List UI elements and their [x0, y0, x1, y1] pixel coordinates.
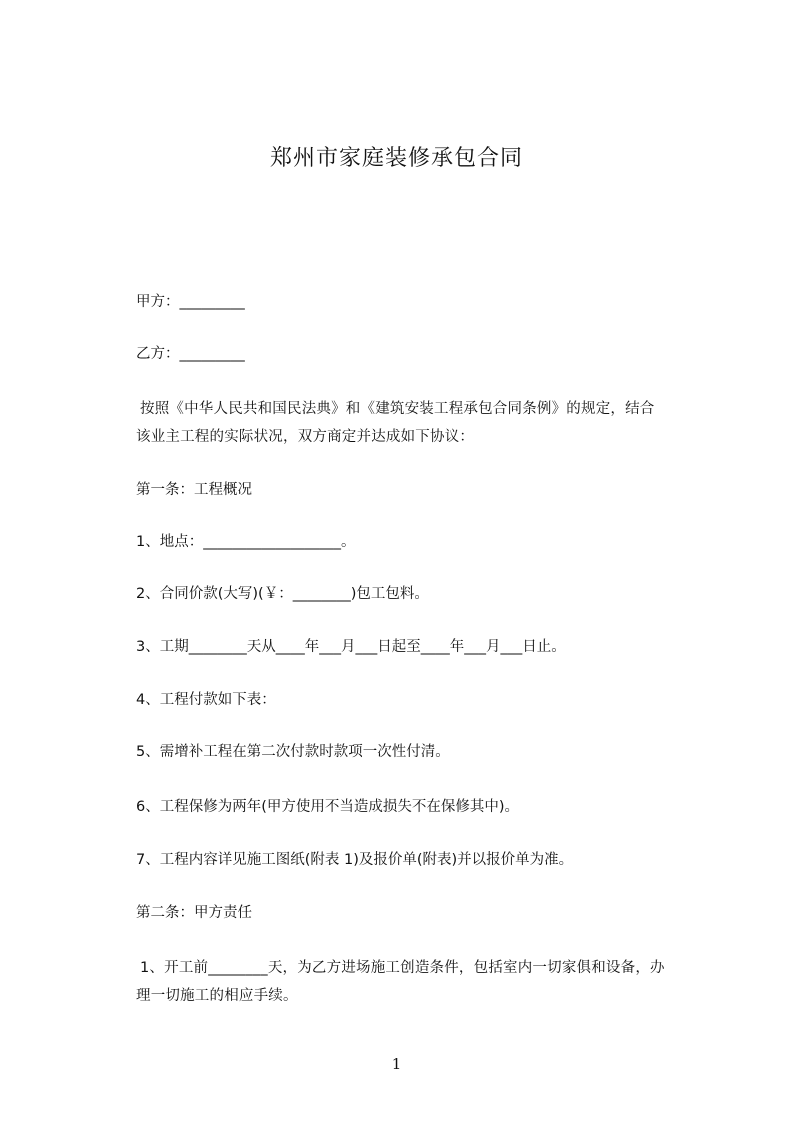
article-1-item-4: 4、工程付款如下表： [136, 692, 276, 708]
party-b-line: 乙方：_________ [136, 346, 245, 362]
article-1-item-2: 2、合同价款(大写)(￥：________)包工包料。 [136, 586, 429, 602]
intro-paragraph: 按照《中华人民共和国民法典》和《建筑安装工程承包合同条例》的规定，结合该业主工程的实际状况，双方商定并达成如下协议： [136, 401, 655, 445]
article-1-heading: 第一条：工程概况 [136, 482, 252, 498]
article-1-item-6: 6、工程保修为两年(甲方使用不当造成损失不在保修其中)。 [136, 799, 520, 815]
article-1-item-3: 3、工期________天从____年___月___日起至____年___月___日止。 [136, 639, 566, 655]
article-1-item-1: 1、地点：___________________。 [136, 534, 356, 550]
article-1-item-7: 7、工程内容详见施工图纸(附表 1)及报价单(附表)并以报价单为准。 [136, 852, 574, 868]
article-2-heading: 第二条：甲方责任 [136, 905, 252, 921]
document-title: 郑州市家庭装修承包合同 [269, 146, 523, 171]
page-number: 1 [391, 1055, 402, 1073]
article-1-item-5: 5、需增补工程在第二次付款时款项一次性付清。 [136, 744, 450, 760]
party-a-line: 甲方：_________ [136, 294, 245, 310]
article-2-item-1: 1、开工前________天，为乙方进场施工创造条件，包括室内一切家俱和设备，办理一切施工的相应手续。 [136, 960, 665, 1004]
